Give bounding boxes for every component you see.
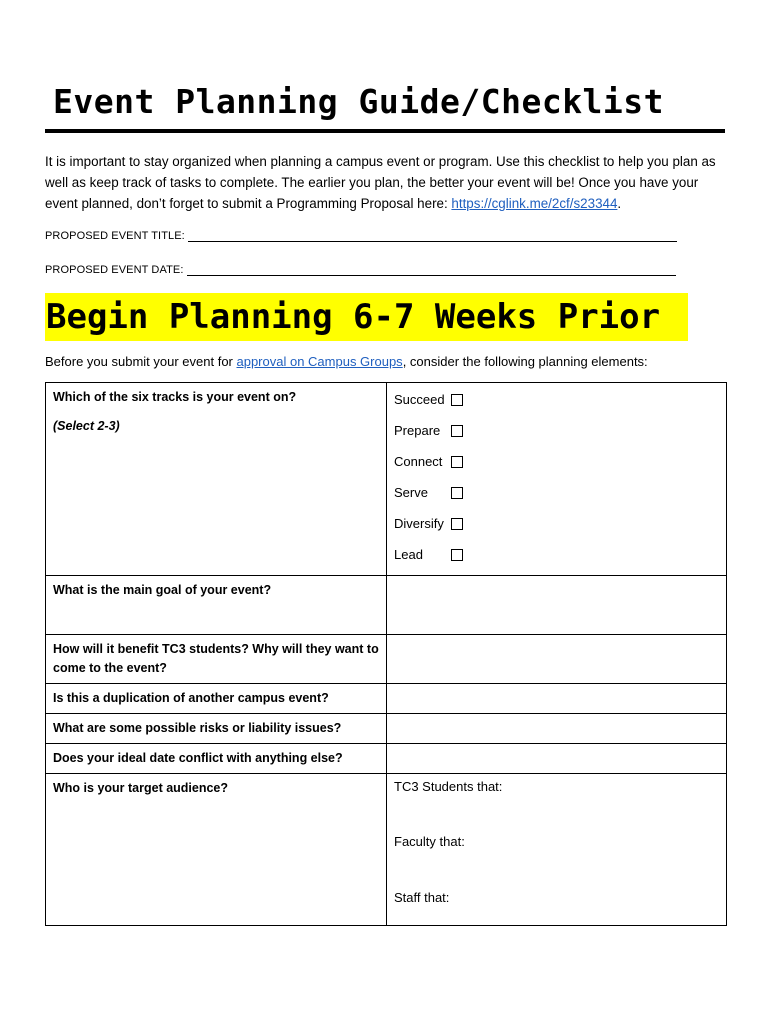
checkbox-lead[interactable] [451,549,463,561]
track-option[interactable] [394,477,719,508]
goal-answer-cell[interactable] [387,576,727,635]
table-row [46,576,727,635]
document-title: Event Planning Guide/Checklist [53,82,665,121]
track-label: Prepare [394,423,441,438]
track-option[interactable] [394,384,719,415]
table-row-tracks [46,383,727,576]
track-label: Diversify [394,516,444,531]
audience-staff-label: Staff that: [394,890,450,905]
track-label: Connect [394,454,443,469]
planning-table [45,382,727,926]
intro-end: . [617,196,622,211]
audience-faculty-label: Faculty that: [394,834,465,849]
tracks-select-note: (Select 2-3) [53,419,120,433]
table-row [46,684,727,714]
goal-question: What is the main goal of your event? [46,576,387,635]
checkbox-prepare[interactable] [451,425,463,437]
track-label: Lead [394,547,423,562]
track-option[interactable] [394,508,719,539]
track-option[interactable] [394,539,719,570]
date-conflict-answer-cell[interactable] [387,744,727,774]
checkbox-succeed[interactable] [451,394,463,406]
event-date-field [45,264,676,276]
before-text-post: , consider the following planning elements: [402,354,648,369]
audience-answer-cell[interactable] [387,774,727,926]
before-text-pre: Before you submit your event for [45,354,237,369]
event-date-blank[interactable] [187,266,676,276]
table-row [46,714,727,744]
title-underline [45,129,725,133]
intro-paragraph [45,151,730,214]
checkbox-connect[interactable] [451,456,463,468]
track-option[interactable] [394,446,719,477]
table-row [46,744,727,774]
tracks-answer-cell [387,383,727,576]
section-heading: Begin Planning 6-7 Weeks Prior [45,293,688,341]
checkbox-serve[interactable] [451,487,463,499]
risks-question: What are some possible risks or liability issues? [46,714,387,744]
before-submit-text [45,354,648,369]
event-title-label: PROPOSED EVENT TITLE: [45,230,185,242]
track-label: Succeed [394,392,445,407]
risks-answer-cell[interactable] [387,714,727,744]
track-option[interactable] [394,415,719,446]
table-row [46,635,727,684]
benefit-answer-cell[interactable] [387,635,727,684]
table-row-audience [46,774,727,926]
tracks-question: Which of the six tracks is your event on? [53,390,297,404]
duplication-answer-cell[interactable] [387,684,727,714]
audience-question: Who is your target audience? [46,774,387,926]
duplication-question: Is this a duplication of another campus event? [46,684,387,714]
tracks-question-cell [46,383,387,576]
checkbox-diversify[interactable] [451,518,463,530]
track-label: Serve [394,485,428,500]
benefit-question: How will it benefit TC3 students? Why will they want to come to the event? [46,635,387,684]
intro-text: It is important to stay organized when planning a campus event or program. Use this checklist to help you plan as well as keep track of tasks to complete. The earlier you plan, the better your event will be! Once you have your event planned, don’t forget to submit a Programming Proposal here: [45,154,716,211]
event-date-label: PROPOSED EVENT DATE: [45,264,184,276]
event-title-blank[interactable] [188,232,677,242]
campus-groups-link[interactable]: approval on Campus Groups [236,354,403,369]
audience-students-label: TC3 Students that: [394,779,503,794]
date-conflict-question: Does your ideal date conflict with anything else? [46,744,387,774]
programming-proposal-link[interactable]: https://cglink.me/2cf/s23344 [451,196,618,211]
event-title-field [45,230,677,242]
